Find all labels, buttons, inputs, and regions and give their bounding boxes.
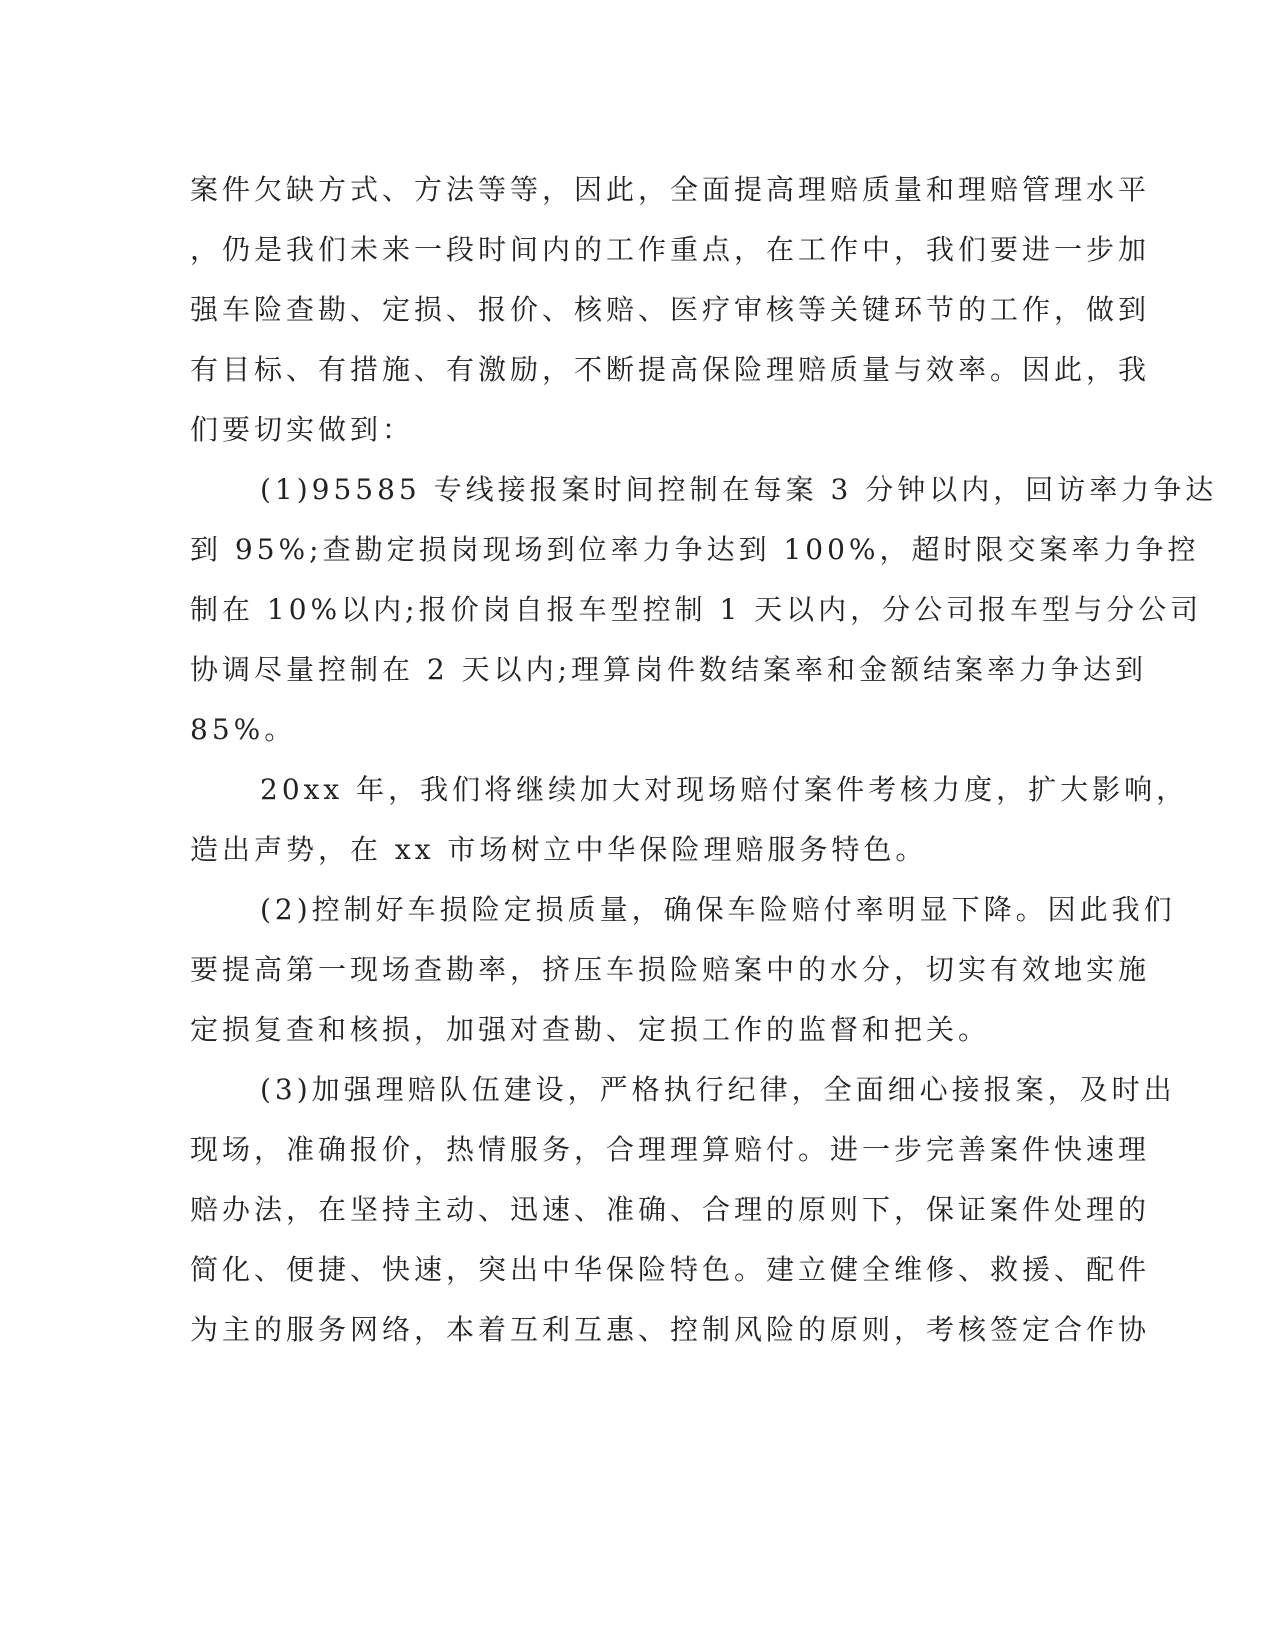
text-line: 定损复查和核损，加强对查勘、定损工作的监督和把关。 [190,1013,991,1046]
text-line: (3)加强理赔队伍建设，严格执行纪律，全面细心接报案，及时出 [260,1073,1176,1106]
text-line: 协调尽量控制在 2 天以内;理算岗件数结案率和金额结案率力争达到 [190,653,1148,686]
text-line: 85%。 [190,713,297,746]
text-line: (1)95585 专线接报案时间控制在每案 3 分钟以内，回访率力争达 [260,473,1218,506]
text-line: 20xx 年，我们将继续加大对现场赔付案件考核力度，扩大影响， [260,773,1189,806]
text-line: 为主的服务网络，本着互利互惠、控制风险的原则，考核签定合作协 [190,1313,1151,1346]
text-line: 赔办法，在坚持主动、迅速、准确、合理的原则下，保证案件处理的 [190,1193,1151,1226]
text-line: (2)控制好车损险定损质量，确保车险赔付率明显下降。因此我们 [260,893,1176,926]
body-text [190,160,1218,1360]
text-line: 简化、便捷、快速，突出中华保险特色。建立健全维修、救援、配件 [190,1253,1151,1286]
text-line: 案件欠缺方式、方法等等，因此，全面提高理赔质量和理赔管理水平 [190,173,1151,206]
text-line: ，仍是我们未来一段时间内的工作重点，在工作中，我们要进一步加 [190,233,1151,266]
text-line: 造出声势，在 xx 市场树立中华保险理赔服务特色。 [190,833,928,866]
text-line: 要提高第一现场查勘率，挤压车损险赔案中的水分，切实有效地实施 [190,953,1151,986]
text-line: 强车险查勘、定损、报价、核赔、医疗审核等关键环节的工作，做到 [190,293,1151,326]
text-line: 们要切实做到： [190,413,415,446]
text-line: 制在 10%以内;报价岗自报车型控制 1 天以内，分公司报车型与分公司 [190,593,1203,626]
text-line: 到 95%;查勘定损岗现场到位率力争达到 100%，超时限交案率力争控 [190,533,1200,566]
text-line: 有目标、有措施、有激励，不断提高保险理赔质量与效率。因此，我 [190,353,1151,386]
text-line: 现场，准确报价，热情服务，合理理算赔付。进一步完善案件快速理 [190,1133,1151,1166]
